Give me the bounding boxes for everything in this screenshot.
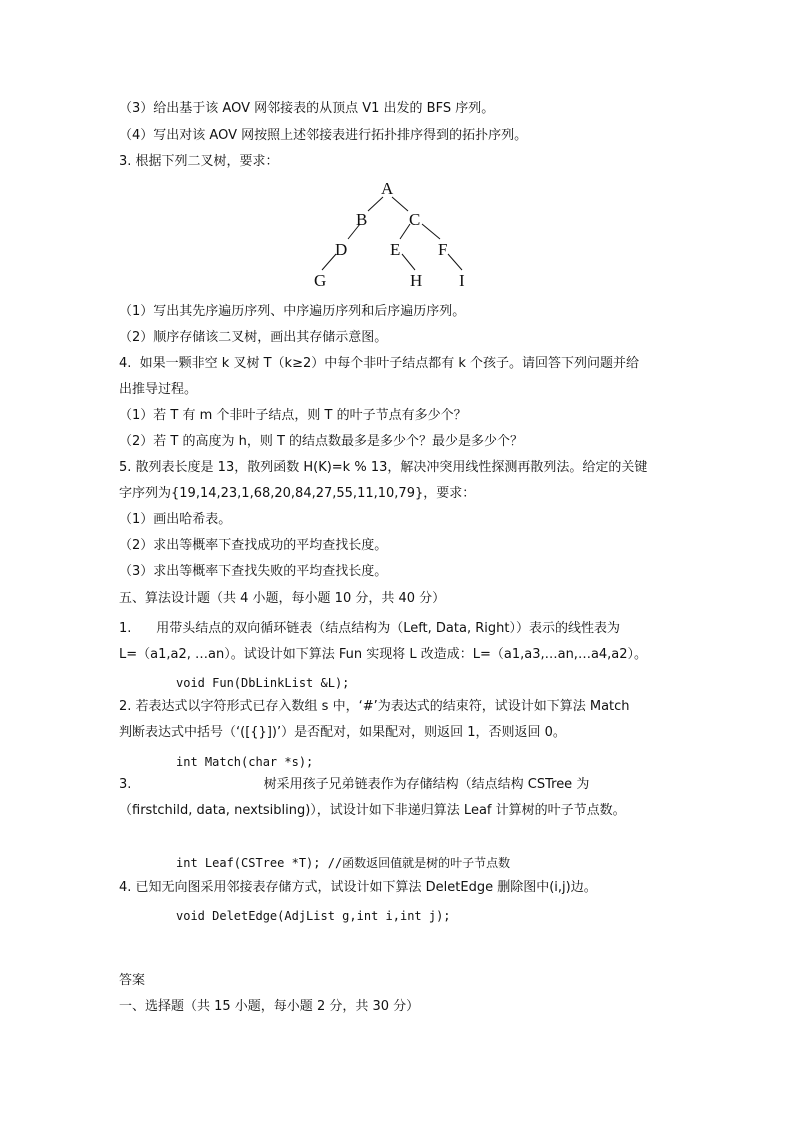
code-signature: void Fun(DbLinkList &L); bbox=[176, 676, 350, 690]
question-heading: 4. 如果一颗非空 k 叉树 T（k≥2）中每个非叶子结点都有 k 个孩子。请回答下列问题并给 bbox=[119, 356, 640, 371]
section-heading: 五、算法设计题（共 4 小题，每小题 10 分，共 40 分） bbox=[119, 591, 446, 606]
question-line: （firstchild, data, nextsibling)），试设计如下非递归算法 Leaf 计算树的叶子节点数。 bbox=[119, 803, 626, 818]
tree-node-d: D bbox=[335, 240, 348, 259]
question-line: L=（a1,a2, …an）。试设计如下算法 Fun 实现将 L 改造成：L=（a1,a3,…an,…a4,a2）。 bbox=[119, 647, 648, 662]
tree-node-h: H bbox=[410, 271, 423, 290]
section-heading: 一、选择题（共 15 小题，每小题 2 分，共 30 分） bbox=[119, 999, 420, 1014]
question-line: （2）求出等概率下查找成功的平均查找长度。 bbox=[119, 538, 388, 553]
question-line: 字序列为{19,14,23,1,68,20,84,27,55,11,10,79}，要求： bbox=[119, 486, 476, 501]
binary-tree-diagram bbox=[300, 174, 500, 292]
tree-node-f: F bbox=[438, 240, 448, 259]
question-line: （1）若 T 有 m 个非叶子结点，则 T 的叶子节点有多少个？ bbox=[119, 408, 467, 423]
code-signature: int Leaf(CSTree *T); //函数返回值就是树的叶子节点数 bbox=[176, 856, 511, 870]
question-heading: 1. 用带头结点的双向循环链表（结点结构为（Left, Data, Right））表示的线性表为 bbox=[119, 621, 620, 636]
code-signature: int Match(char *s); bbox=[176, 755, 314, 769]
answer-heading: 答案 bbox=[119, 973, 146, 988]
tree-node-b: B bbox=[356, 210, 368, 229]
tree-node-g: G bbox=[314, 271, 327, 290]
code-signature: void DeletEdge(AdjList g,int i,int j); bbox=[176, 909, 451, 923]
question-line: （1）写出其先序遍历序列、中序遍历序列和后序遍历序列。 bbox=[119, 304, 466, 319]
tree-node-i: I bbox=[459, 271, 465, 290]
tree-node-e: E bbox=[390, 240, 401, 259]
question-line: （4）写出对该 AOV 网按照上述邻接表进行拓扑排序得到的拓扑序列。 bbox=[119, 128, 528, 143]
question-heading: 3. 树采用孩子兄弟链表作为存储结构（结点结构 CSTree 为 bbox=[119, 777, 590, 792]
question-heading: 2. 若表达式以字符形式已存入数组 s 中，‘#’为表达式的结束符，试设计如下算法 Match bbox=[119, 699, 630, 714]
question-line: （3）求出等概率下查找失败的平均查找长度。 bbox=[119, 564, 388, 579]
tree-node-c: C bbox=[409, 210, 421, 229]
question-line: （3）给出基于该 AOV 网邻接表的从顶点 V1 出发的 BFS 序列。 bbox=[119, 101, 495, 116]
question-line: 出推导过程。 bbox=[119, 382, 198, 397]
question-line: （2）顺序存储该二叉树，画出其存储示意图。 bbox=[119, 330, 388, 345]
question-line: （1）画出哈希表。 bbox=[119, 512, 232, 527]
question-line: （2）若 T 的高度为 h，则 T 的结点数最多是多少个？最少是多少个？ bbox=[119, 434, 524, 449]
tree-node-a: A bbox=[381, 179, 394, 198]
question-line: 判断表达式中括号（‘([{}])’）是否配对，如果配对，则返回 1，否则返回 0。 bbox=[119, 725, 566, 740]
question-heading: 3. 根据下列二叉树，要求： bbox=[119, 154, 279, 169]
question-heading: 5. 散列表长度是 13，散列函数 H(K)=k % 13，解决冲突用线性探测再散列法。给定的关键 bbox=[119, 460, 648, 475]
question-heading: 4. 已知无向图采用邻接表存储方式，试设计如下算法 DeletEdge 删除图中(i,j)边。 bbox=[119, 880, 597, 895]
